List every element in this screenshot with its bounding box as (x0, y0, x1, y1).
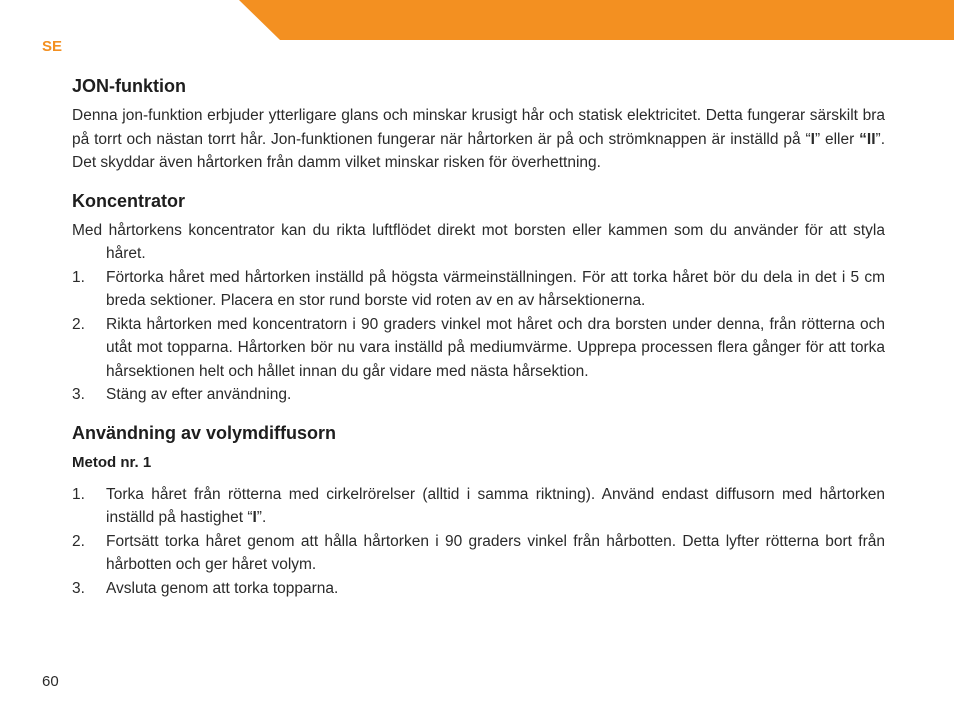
manual-content (72, 74, 885, 614)
step-text: Torka håret från rötterna med cirkelrörelser (alltid i samma riktning). Använd endast diffusorn med hårtorken inställd på hastighet “ (106, 485, 885, 526)
setting-label: I (810, 130, 815, 148)
method-heading: Metod nr. 1 (72, 453, 152, 471)
step-number: 3. (72, 386, 85, 403)
setting-label: “II (859, 130, 876, 148)
step-number: 3. (72, 579, 85, 597)
page-number: 60 (42, 673, 59, 690)
section-heading: Användning av volymdiffusorn (72, 422, 337, 443)
list-item (72, 577, 885, 601)
header-accent-banner (239, 0, 954, 40)
language-label: SE (42, 38, 63, 55)
list-item (72, 383, 885, 407)
setting-label: I (252, 509, 257, 526)
section-body: Denna jon-funktion erbjuder ytterligare glans och minskar krusigt hår och statisk elektricitet. Detta fungerar särskilt bra på torrt och nästan torrt hår. Jon-funktionen fungerar när hårtorken är på och strömknappen är inställd på “I” eller “II”. Det skyddar även hårtorken från damm vilket minskar risken för överhettning. (72, 107, 885, 171)
step-number: 2. (72, 532, 85, 550)
section-intro: Med hårtorkens koncentrator kan du rikta luftflödet direkt mot borsten eller kammen som du använder för att styla håret. (72, 221, 885, 262)
step-text: Avsluta genom att torka topparna. (106, 579, 339, 597)
step-number: 1. (72, 485, 85, 503)
section-heading: Koncentrator (72, 190, 186, 211)
step-text: Rikta hårtorken med koncentratorn i 90 graders vinkel mot håret och dra borsten under denna, från rötterna och utåt mot topparna. Hårtorken bör nu vara inställd på mediumvärme. Upprepa processen flera gånger för att torka hårsektionen helt och hållet innan du går vidare med nästa hårsektion. (106, 315, 885, 380)
section-heading: JON-funktion (72, 76, 186, 96)
step-text: Fortsätt torka håret genom att hålla hårtorken i 90 graders vinkel från hårbotten. Detta lyfter rötterna bort från hårbotten och ger håret volym. (106, 532, 885, 573)
step-list (72, 266, 885, 407)
step-text: Stäng av efter användning. (106, 386, 292, 403)
list-item (72, 530, 885, 577)
step-number: 1. (72, 268, 85, 286)
step-text: Förtorka håret med hårtorken inställd på högsta värmeinställningen. För att torka håret bör du dela in det i 5 cm breda sektioner. Placera en stor rund borste vid roten av en av hårsektionerna. (106, 268, 885, 309)
list-item (72, 266, 885, 313)
section-ion-function (72, 74, 885, 175)
step-list (72, 483, 885, 601)
step-number: 2. (72, 315, 85, 333)
section-volume-diffuser (72, 421, 885, 601)
list-item: 1. Torka håret från rötterna med cirkelrörelser (alltid i samma riktning). Använd endast diffusorn med hårtorken inställd på hastighet “I”. (72, 483, 885, 530)
list-item (72, 313, 885, 384)
section-concentrator (72, 189, 885, 407)
